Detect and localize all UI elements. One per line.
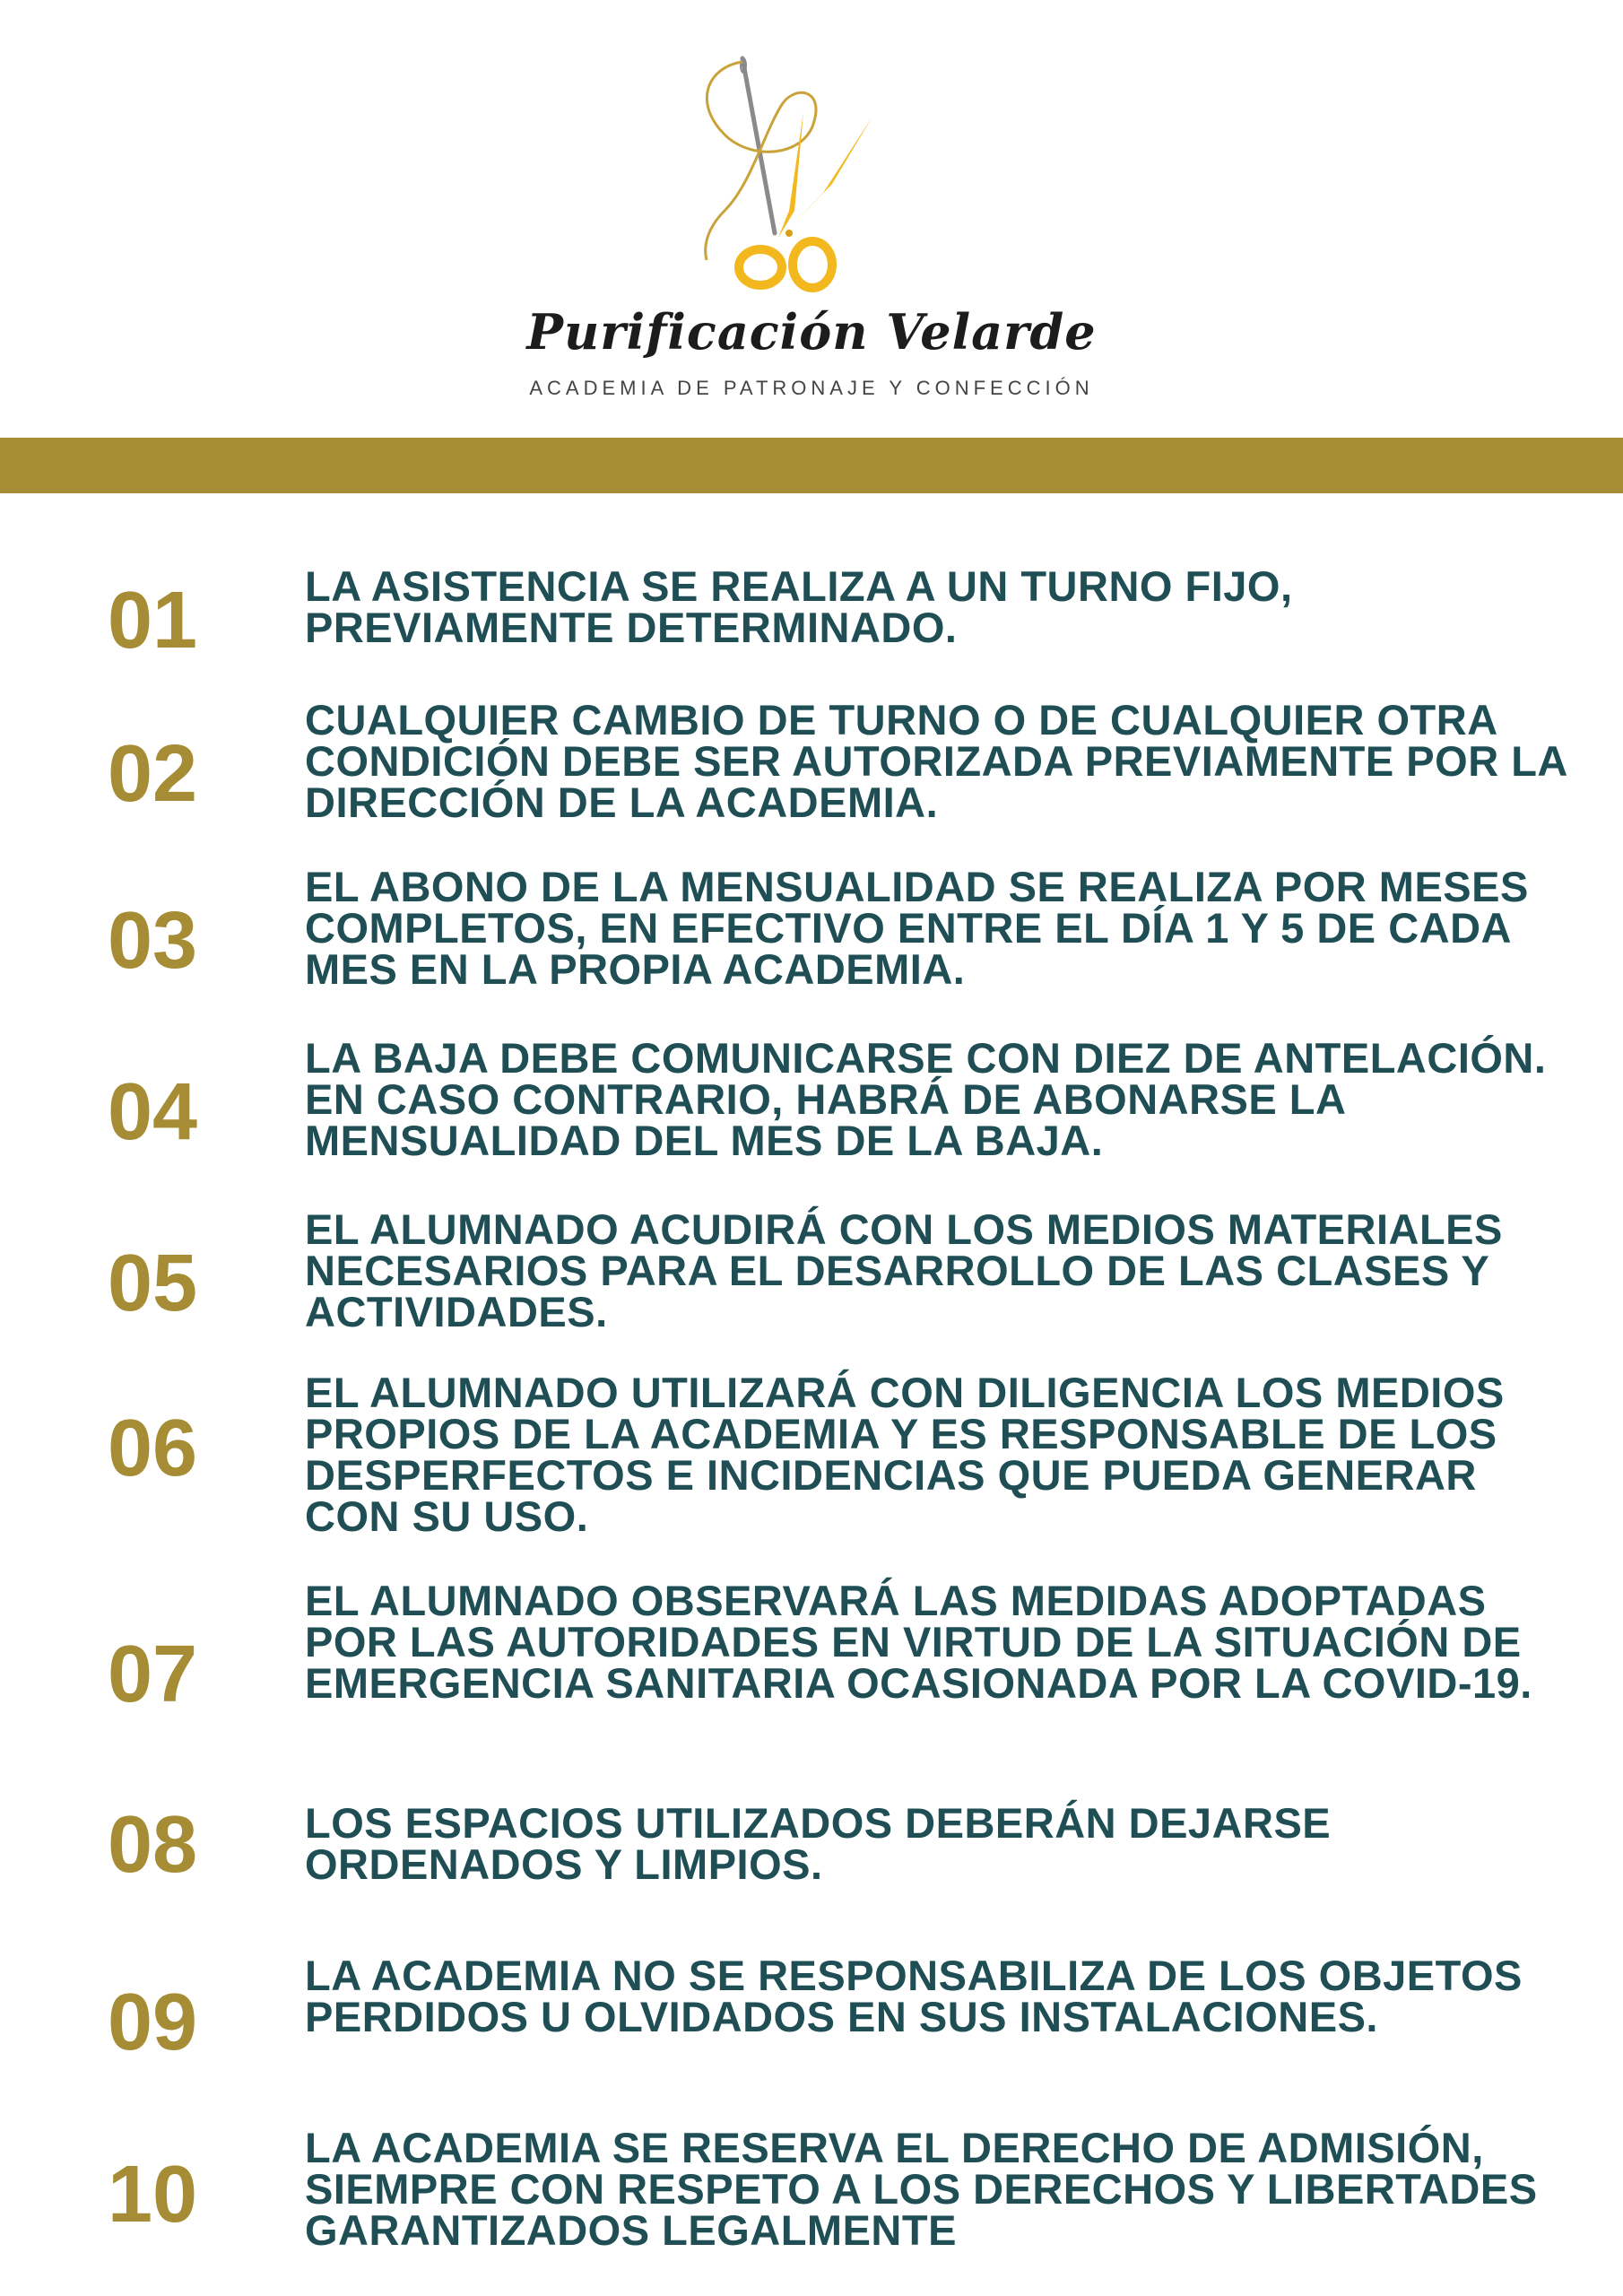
rule-number: 09	[107, 1978, 198, 2067]
rule-number: 10	[107, 2150, 198, 2239]
rule-number: 02	[107, 729, 198, 819]
gold-divider-band	[0, 438, 1623, 493]
rule-number: 05	[107, 1239, 198, 1328]
rule-text: LOS ESPACIOS UTILIZADOS DEBERÁN DEJARSE ORDENADOS Y LIMPIOS.	[305, 1799, 1332, 1888]
rule-number: 08	[107, 1800, 198, 1890]
rule-number: 07	[107, 1630, 198, 1719]
rule-number: 03	[107, 896, 198, 986]
brand-subtitle: ACADEMIA DE PATRONAJE Y CONFECCIÓN	[529, 377, 1094, 399]
rule-text: EL ABONO DE LA MENSUALIDAD SE REALIZA POR MESES COMPLETOS, EN EFECTIVO ENTRE EL DÍA 1 Y 5 DE CADA MES EN LA PROPIA ACADEMIA.	[305, 863, 1529, 993]
brand-name: Purificación Velarde	[526, 303, 1097, 361]
rule-text: EL ALUMNADO OBSERVARÁ LAS MEDIDAS ADOPTADAS POR LAS AUTORIDADES EN VIRTUD DE LA SITUACIÓN DE EMERGENCIA SANITARIA OCASIONADA POR LA COVID-19.	[305, 1577, 1532, 1707]
rule-text: CUALQUIER CAMBIO DE TURNO O DE CUALQUIER OTRA CONDICIÓN DEBE SER AUTORIZADA PREVIAMENTE POR LA DIRECCIÓN DE LA ACADEMIA.	[305, 696, 1567, 826]
needle-and-scissors-icon	[689, 49, 886, 300]
academy-logo	[0, 0, 1623, 430]
rule-text: LA ASISTENCIA SE REALIZA A UN TURNO FIJO, PREVIAMENTE DETERMINADO.	[305, 562, 1293, 651]
rule-number: 01	[107, 576, 198, 665]
rule-text: LA ACADEMIA SE RESERVA EL DERECHO DE ADMISIÓN, SIEMPRE CON RESPETO A LOS DERECHOS Y LIBERTADES GARANTIZADOS LEGALMENTE	[305, 2124, 1538, 2254]
rule-text: LA ACADEMIA NO SE RESPONSABILIZA DE LOS OBJETOS PERDIDOS U OLVIDADOS EN SUS INSTALACIONES.	[305, 1952, 1523, 2040]
rule-number: 06	[107, 1404, 198, 1493]
rule-text: EL ALUMNADO ACUDIRÁ CON LOS MEDIOS MATERIALES NECESARIOS PARA EL DESARROLLO DE LAS CLASES Y ACTIVIDADES.	[305, 1205, 1503, 1335]
rule-number: 04	[107, 1067, 198, 1157]
rule-text: EL ALUMNADO UTILIZARÁ CON DILIGENCIA LOS MEDIOS PROPIOS DE LA ACADEMIA Y ES RESPONSABLE DE LOS DESPERFECTOS E INCIDENCIAS QUE PUEDA GENERAR CON SU USO.	[305, 1369, 1505, 1540]
rule-text: LA BAJA DEBE COMUNICARSE CON DIEZ DE ANTELACIÓN. EN CASO CONTRARIO, HABRÁ DE ABONARSE LA MENSUALIDAD DEL MES DE LA BAJA.	[305, 1034, 1547, 1164]
